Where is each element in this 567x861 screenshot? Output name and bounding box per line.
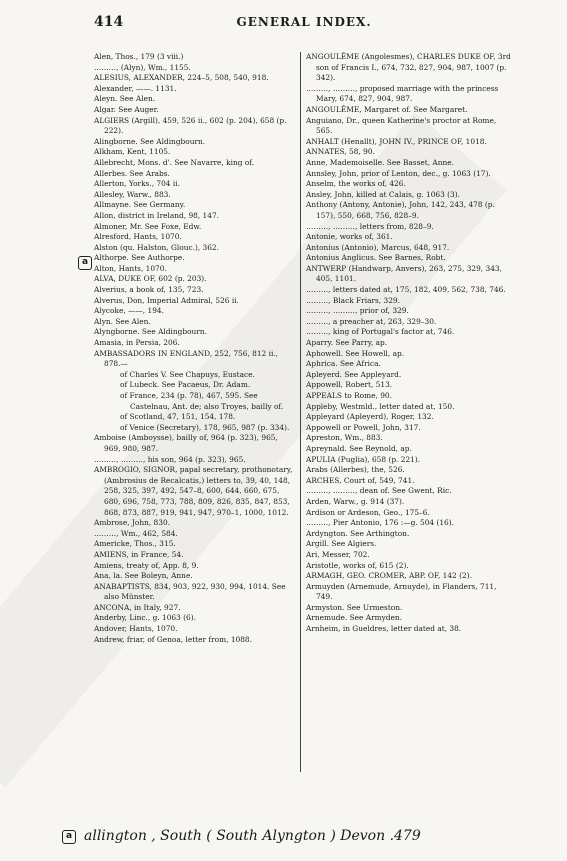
index-entry: Aparry. See Parry, ap. bbox=[306, 338, 388, 348]
index-entry: Appleby, Westmld., letter dated at, 150. bbox=[306, 401, 455, 411]
index-entry: ALVA, DUKE OF, 602 (p. 203). bbox=[94, 274, 207, 284]
index-column-right bbox=[306, 52, 512, 635]
marginal-mark-a: a bbox=[78, 256, 92, 270]
index-entry: of Venice (Secretary), 178, 965, 987 (p. 334). bbox=[120, 422, 290, 432]
index-entry: Alston (qu. Halston, Glouc.), 362. bbox=[94, 242, 219, 252]
index-entry: Ardyngton. See Arthington. bbox=[306, 528, 410, 538]
index-entry: Anderby, Linc., g. 1063 (6). bbox=[94, 613, 196, 623]
index-entry: Antonie, works of, 361. bbox=[306, 232, 393, 242]
index-entry: Antonius Anglicus. See Barnes, Robt. bbox=[306, 253, 446, 263]
index-entry: ………, ………, his son, 964 (p. 323), 965. bbox=[94, 454, 246, 464]
index-entry: of France, 234 (p. 78), 467, 595. See Castelnau, Ant. de; also Troyes, bailly of. bbox=[120, 391, 284, 411]
index-entry: Allon, district in Ireland, 98, 147. bbox=[94, 210, 220, 220]
index-entry: Apreston, Wm., 883. bbox=[306, 433, 383, 443]
index-entry: ………, king of Portugal's factor at, 746. bbox=[306, 327, 455, 337]
index-entry: ALESIUS, ALEXANDER, 224–5, 508, 540, 918. bbox=[94, 73, 269, 83]
index-entry: of Lubeck. See Pacaeus, Dr. Adam. bbox=[120, 380, 251, 390]
index-entry: Alyn. See Alen. bbox=[94, 316, 151, 326]
index-entry: Aphowell. See Howell, ap. bbox=[306, 348, 405, 358]
index-entry: Ansley, John, killed at Calais, g. 1063 (3). bbox=[306, 189, 460, 199]
index-entry: Alton, Hants, 1070. bbox=[94, 263, 167, 273]
index-entry: ………, Wm., 462, 584. bbox=[94, 528, 178, 538]
index-entry: Arnheim, in Gueldres, letter dated at, 38. bbox=[306, 624, 462, 634]
index-entry: Alexander, ——. 1131. bbox=[94, 83, 177, 93]
index-entry: Armyston. See Urmeston. bbox=[306, 602, 403, 612]
index-entry: Aleyn. See Alen. bbox=[94, 94, 156, 104]
index-entry: ARCHES, Court of, 549, 741. bbox=[306, 475, 415, 485]
index-entry: ………, ………, prior of, 329. bbox=[306, 306, 409, 316]
handwritten-addendum: allington , South ( South Alyngton ) Devon .479 bbox=[84, 828, 421, 844]
index-entry: Anne, Mademoiselle. See Basset, Anne. bbox=[306, 157, 455, 167]
index-entry: ALGIERS (Argill), 459, 526 ii., 602 (p. 204), 658 (p. 222). bbox=[94, 115, 287, 136]
page-title: GENERAL INDEX. bbox=[236, 15, 372, 29]
index-entry: Alen, Thos., 179 (3 viii.) bbox=[94, 52, 184, 61]
index-entry: of Charles V. See Chapuys, Eustace. bbox=[120, 369, 255, 379]
index-entry: ANCONA, in Italy, 927. bbox=[94, 602, 181, 612]
index-column-left bbox=[94, 52, 294, 645]
page-header bbox=[94, 14, 514, 34]
index-entry: Aphrica. See Africa. bbox=[306, 359, 381, 369]
index-entry: ………, ………, dean of. See Gwent, Ric. bbox=[306, 486, 452, 496]
index-entry: Anthony (Antony, Antonie), John, 142, 243, 478 (p. 157), 550, 668, 756, 828–9. bbox=[306, 200, 495, 220]
index-entry: ANHALT (Henallt), JOHN IV., PRINCE OF, 1018. bbox=[306, 136, 487, 146]
index-entry: AMBROGIO, SIGNOR, papal secretary, prothonotary, (Ambrosius de Recalcatis,) letters to, 39, 40, 148, 258, 325, 397, 492, 547–8, 600, 644, 660, 675, 680, 696, 758, 773, 788, 809, 826, 835, 847, 853, 868, 873, 887, 919, 941, 947, 970–1, 1000, 1012. bbox=[94, 465, 293, 517]
index-entry: Alverius, a book of, 135, 723. bbox=[94, 285, 204, 295]
index-entry: Ardison or Ardeson, Geo., 175–6. bbox=[306, 507, 430, 517]
index-entry: Americke, Thos., 315. bbox=[94, 539, 176, 549]
marginal-mark-a-bottom: a bbox=[62, 830, 76, 844]
index-entry: APULIA (Puglia), 658 (p. 221). bbox=[306, 454, 421, 464]
index-entry: Allerton, Yorks., 704 ii. bbox=[94, 179, 180, 189]
index-entry: Allebrecht, Mons. d'. See Navarre, king of. bbox=[94, 157, 255, 167]
index-entry: Ambrose, John, 830. bbox=[94, 518, 171, 528]
index-entry: Alresford, Hants, 1070. bbox=[94, 232, 182, 242]
index-entry: Arabs (Allerbes), the, 526. bbox=[306, 465, 405, 475]
index-entry: AMBASSADORS IN ENGLAND, 252, 756, 812 ii., 878.— bbox=[94, 348, 279, 369]
index-entry: ………, Pier Antonio, 176 :—g. 504 (16). bbox=[306, 518, 454, 528]
index-entry: Amiens, treaty of, App. 8, 9. bbox=[94, 560, 199, 570]
index-entry: Alverus, Don, Imperial Admiral, 526 ii. bbox=[94, 295, 239, 305]
index-entry: Alkham, Kent, 1105. bbox=[94, 147, 171, 157]
index-entry: Arnemude. See Armyden. bbox=[306, 613, 403, 623]
index-entry: ………, Black Friars, 329. bbox=[306, 295, 400, 305]
index-entry: Allmayne. See Germany. bbox=[94, 200, 186, 210]
index-entry: ARMAGH, GEO. CROMER, ABP. OF, 142 (2). bbox=[306, 571, 472, 581]
index-entry: Aristotle, works of, 615 (2). bbox=[306, 560, 409, 570]
index-entry: of Scotland, 47, 151, 154, 178. bbox=[120, 412, 236, 422]
index-entry: Appleyard (Apleyerd), Roger, 132. bbox=[306, 412, 434, 422]
index-entry: Alingborne. See Aldingbourn. bbox=[94, 136, 206, 146]
index-entry: Antonius (Antonio), Marcus, 648, 917. bbox=[306, 242, 450, 252]
index-entry: Anguiano, Dr., queen Katherine's proctor at Rome, 565. bbox=[306, 115, 497, 136]
index-entry: ………, ………, proposed marriage with the princess Mary, 674, 827, 904, 987. bbox=[306, 83, 499, 104]
index-entry: Allesley, Warw., 883. bbox=[94, 189, 171, 199]
index-entry: Ari, Messer, 702. bbox=[306, 549, 370, 559]
index-entry: Almoner, Mr. See Foxe, Edw. bbox=[94, 221, 202, 231]
index-entry: Alycoke, ——, 194. bbox=[94, 306, 164, 316]
index-entry: Appowell or Powell, John, 317. bbox=[306, 422, 421, 432]
index-entry: Ana, la. See Boleyn, Anne. bbox=[94, 571, 193, 581]
column-divider bbox=[300, 52, 301, 772]
index-entry: Althorpe. See Authorpe. bbox=[94, 253, 185, 263]
index-entry: ANABAPTISTS, 834, 903, 922, 930, 994, 1014. See also Münster. bbox=[94, 581, 286, 602]
index-entry: Andrew, friar, of Genoa, letter from, 1088. bbox=[94, 634, 252, 644]
index-entry: ………, letters dated at, 175, 182, 409, 562, 738, 746. bbox=[306, 285, 506, 295]
index-entry: ………, a preacher at, 263, 329–30. bbox=[306, 316, 437, 326]
index-entry: Anselm, the works of, 426. bbox=[306, 179, 406, 189]
index-entry: Argill. See Algiers. bbox=[306, 539, 377, 549]
index-entry: Apleyerd. See Appleyard. bbox=[306, 369, 402, 379]
index-entry: Arden, Warw., g. 914 (37). bbox=[306, 496, 405, 506]
index-entry: Andover, Hants, 1070. bbox=[94, 624, 178, 634]
index-entry: Amboise (Amboysse), bailly of, 964 (p. 323), 965, 969, 980, 987. bbox=[94, 433, 278, 453]
index-entry: Apreynald. See Reynold, ap. bbox=[306, 443, 412, 453]
page-number: 414 bbox=[94, 14, 124, 30]
index-entry: Allerbes. See Arabs. bbox=[94, 168, 170, 178]
index-entry: ANGOULÊME (Angolesmes), CHARLES DUKE OF, 3rd son of Francis I., 674, 732, 827, 904, 987, 1007 (p. 342). bbox=[306, 52, 511, 83]
index-entry: Amasia, in Persia, 206. bbox=[94, 338, 180, 348]
index-entry: APPEALS to Rome, 90. bbox=[306, 391, 392, 400]
index-entry: ………, ………, letters from, 828–9. bbox=[306, 221, 434, 231]
index-entry: ANNATES, 58, 90. bbox=[306, 147, 375, 157]
index-entry: ANGOULÊME, Margaret of. See Margaret. bbox=[306, 104, 468, 114]
index-entry: ………, (Alyn), Wm., 1155. bbox=[94, 62, 191, 72]
index-entry: ANTWERP (Handwarp, Anvers), 263, 275, 329, 343, 405, 1101. bbox=[306, 263, 502, 284]
index-entry: Annsley, John, prior of Lenton, dec., g. 1063 (17). bbox=[306, 168, 491, 178]
index-entry: Appowell, Robert, 513. bbox=[306, 380, 393, 390]
index-entry: Algar. See Auger. bbox=[94, 104, 159, 114]
index-entry: Alyngborne. See Aldingbourn. bbox=[94, 327, 207, 337]
index-entry: AMIENS, in France, 54. bbox=[94, 549, 184, 559]
index-entry: Armuyden (Arnemude, Arnuyde), in Flanders, 711, 749. bbox=[306, 581, 497, 602]
